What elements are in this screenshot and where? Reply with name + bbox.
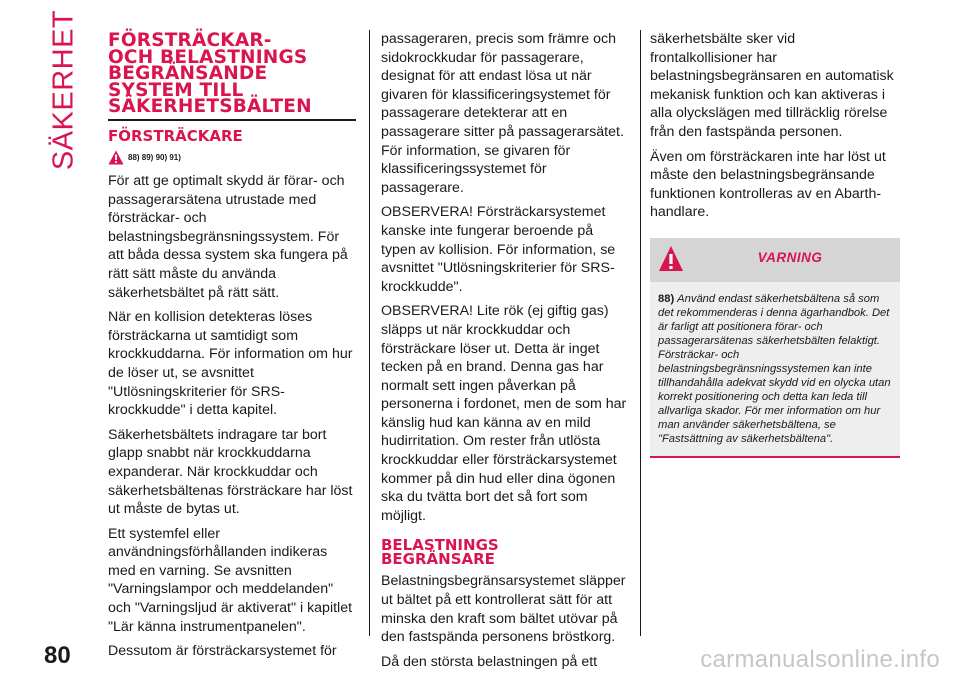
- paragraph: Belastningsbegränsarsystemet släpper ut bältet på ett kontrollerat sätt för att minska den kraft som bältet utövar på den fastspända personens bröstkorg.: [381, 573, 626, 646]
- section-tab: [44, 9, 84, 171]
- paragraph: passageraren, precis som främre och sidokrockkudar för passagerare, designat för att endast lösa ut när givaren för klassificeringsystemet för passagerare detekterar att en passagerare sitter på passagerarsätet. För information, se givaren för klassificeringssystemet för passagerare.: [381, 31, 624, 196]
- paragraph: OBSERVERA! Lite rök (ej giftig gas) släpps ut när krockkuddar och försträckare löser ut. Detta är inget tecken på en brand. Denna gas har normalt sett ingen påverkan på personerna i fordonet, men de som har känslig hud kan känna av en mild hudirritation. Om rester från utlösta krockkuddar eller försträckarsystemet kommer på din hud eller dina ögonen ska du tvätta bort det så fort som möjligt.: [381, 303, 627, 524]
- main-heading-line: SYSTEM TILL: [108, 79, 244, 101]
- warning-title: VARNING: [757, 249, 823, 265]
- watermark: carmanualsonline.info: [700, 646, 940, 673]
- main-heading-line: SÄKERHETSBÄLTEN: [108, 96, 312, 117]
- warning-references: [108, 149, 356, 165]
- warning-number: 88): [658, 292, 675, 305]
- page-number: 80: [44, 642, 71, 669]
- heading-rule: [108, 119, 356, 121]
- main-heading-line: FÖRSTRÄCKAR-: [108, 30, 272, 51]
- paragraph: Dessutom är försträckarsystemet för: [108, 643, 337, 660]
- paragraph: säkerhetsbälte sker vid frontalkollisioner har belastningsbegränsaren en automatisk mekanisk funktion och kan aktiveras i alla olyckslägen med tillräcklig rörelse från den fastspända personen.: [650, 31, 894, 140]
- paragraph: OBSERVERA! Försträckarsystemet kanske inte fungerar beroende på typen av kollision. För information, se avsnittet "Utlösningskriterier för SRS-krockkudde".: [381, 204, 616, 295]
- warning-body: [650, 282, 900, 456]
- paragraph: Även om försträckaren inte har löst ut måste den belastningsbegränsande funktionen kontrolleras av en Abarth-handlare.: [650, 148, 886, 221]
- warning-box: [650, 238, 900, 458]
- paragraph: När en kollision detekteras löses försträckarna ut samtidigt som krockkuddarna. För information om hur de löser ut, se avsnittet "Utlösningskriterier för SRS-krockkudde" i detta kapitel.: [108, 309, 353, 419]
- main-heading-line: OCH BELASTNINGS: [108, 46, 308, 68]
- section-title-line: BEGRÄNSARE: [381, 549, 495, 568]
- section-title-forstrackare: FÖRSTRÄCKARE: [108, 126, 243, 145]
- warning-text: Använd endast säkerhetsbältena så som det rekommenderas i denna ägarhandbok. Det är farligt att positionera förar- och passagerarsätenas säkerhetsbälten felaktigt. Försträckar- och belastningsbegränsningssystemen kan inte tillhandahålla adekvat skydd vid en olycka utan korrekt positionering och detta kan leda till allvarliga skador. För mer information om hur man använder säkerhetsbältena, se "Fastsättning av säkerhetsbältena".: [658, 292, 891, 445]
- paragraph: Då den största belastningen på ett: [381, 653, 598, 670]
- paragraph: Ett systemfel eller användningsförhållanden indikeras med en varning. Se avsnitten "Varningslampor och meddelanden" och "Varningsljud är aktiverat" i kapitlet "Lär känna instrumentpanelen".: [108, 525, 353, 635]
- main-heading-line: BEGRÄNSANDE: [108, 63, 268, 84]
- warning-reference-numbers: 88) 89) 90) 91): [128, 152, 181, 162]
- column-2: [381, 30, 631, 677]
- warning-triangle-icon: [108, 150, 124, 165]
- column-3: [650, 30, 900, 458]
- main-heading: [108, 30, 356, 117]
- paragraph: Säkerhetsbältets indragare tar bort glapp snabbt när krockkuddarna expanderar. När krockkuddar och säkerhetsbältenas försträckare har löst ut måste de bytas ut.: [108, 426, 353, 518]
- section-title-line: BELASTNINGS: [381, 536, 499, 555]
- section-tab-label: SÄKERHET: [47, 9, 80, 171]
- paragraph: För att ge optimalt skydd är förar- och passagerarsätena utrustade med försträckar- och belastningsbegränsningssystem. För att båda dessa system ska fungera på rätt sätt måste du använda säkerhetsbältet på rätt sätt.: [108, 173, 348, 301]
- column-divider-1: [369, 30, 370, 636]
- warning-header: [650, 238, 900, 282]
- column-1: [108, 30, 356, 667]
- section-title-belastningsbegransare: [381, 536, 631, 568]
- column-divider-2: [640, 30, 641, 636]
